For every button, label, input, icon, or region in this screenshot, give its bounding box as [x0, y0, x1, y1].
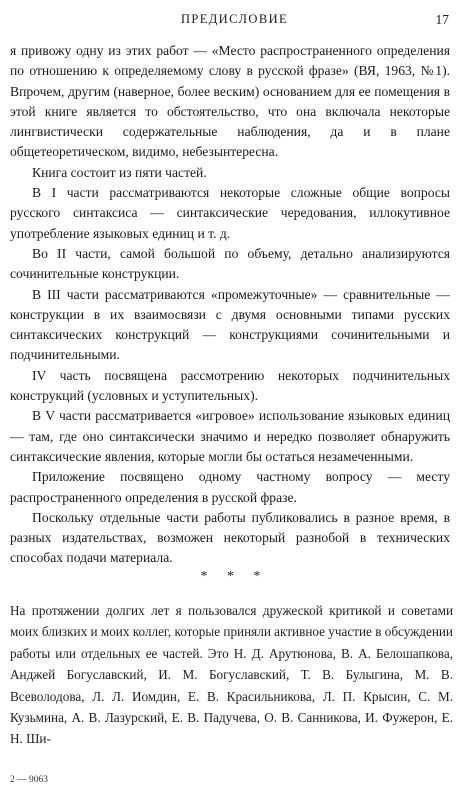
acknowledgements-section	[10, 600, 453, 750]
acknowledgements-paragraph: На протяжении долгих лет я пользовался дружеской критикой и советами моих близких и моих коллег, которые приняли активное участие в обсуждении работы или отдельных ее частей. Это Н. Д. Арутюнова, В. А. Белошапкова, Анджей Богуславский, И. М. Богуславский, Т. В. Булыгина, М. В. Всеволодова, Л. Л. Иомдин, Е. В. Красильникова, Л. П. Крысин, С. М. Кузьмина, А. В. Лазурский, Е. В. Падучева, О. В. Санникова, И. Фужерон, Е. Н. Ши-	[10, 603, 453, 747]
paragraph: Книга состоит из пяти частей.	[32, 164, 207, 180]
printer-signature: 2 — 9063	[10, 775, 48, 785]
paragraph: Во II части, самой большой по объему, детально анализируются сочинительные конструкции.	[10, 245, 450, 282]
paragraph: В III части рассматриваются «промежуточные» — сравнительные — конструкции в их взаимосвязи с двумя основными типами русских синтаксических конструкций — конструкциями сочинительными и подчинительными.	[10, 286, 450, 363]
paragraph: Приложение посвящено одному частному вопросу — месту распространенного определения в русской фразе.	[10, 469, 450, 505]
paragraph: IV часть посвящена рассмотрению некоторых подчинительных конструкций (условных и уступительных).	[10, 367, 450, 404]
paragraph: я привожу одну из этих работ — «Место распространенного определения по отношению к определяемому слову в русской фразе» (ВЯ, 1963, №1). Впрочем, другим (наверное, более веским) основанием для ее помещения в этой книге является то обстоятельство, что она включала некоторые лингвистически содержательные наблюдения, да и в плане общетеоретическом, видимо, небезынтересна.	[10, 43, 450, 160]
section-separator: * * *	[200, 569, 269, 584]
paragraph: Поскольку отдельные части работы публиковались в разное время, в разных издательствах, возможен некоторый разнобой в технических способах подачи материала.	[10, 509, 450, 566]
running-title: ПРЕДИСЛОВИЕ	[180, 12, 289, 26]
paragraph: В I части рассматриваются некоторые сложные общие вопросы русского синтаксиса — синтаксические чередования, иллокутивное употребление языковых единиц и т. д.	[10, 185, 450, 241]
running-head	[0, 12, 469, 32]
paragraph: В V части рассматривается «игровое» использование языковых единиц — там, где оно синтаксически значимо и нередко позволяет обнаружить синтаксические явления, которые могли бы остаться незамеченными.	[10, 408, 450, 464]
body-text	[10, 41, 450, 569]
page-number: 17	[435, 12, 449, 27]
